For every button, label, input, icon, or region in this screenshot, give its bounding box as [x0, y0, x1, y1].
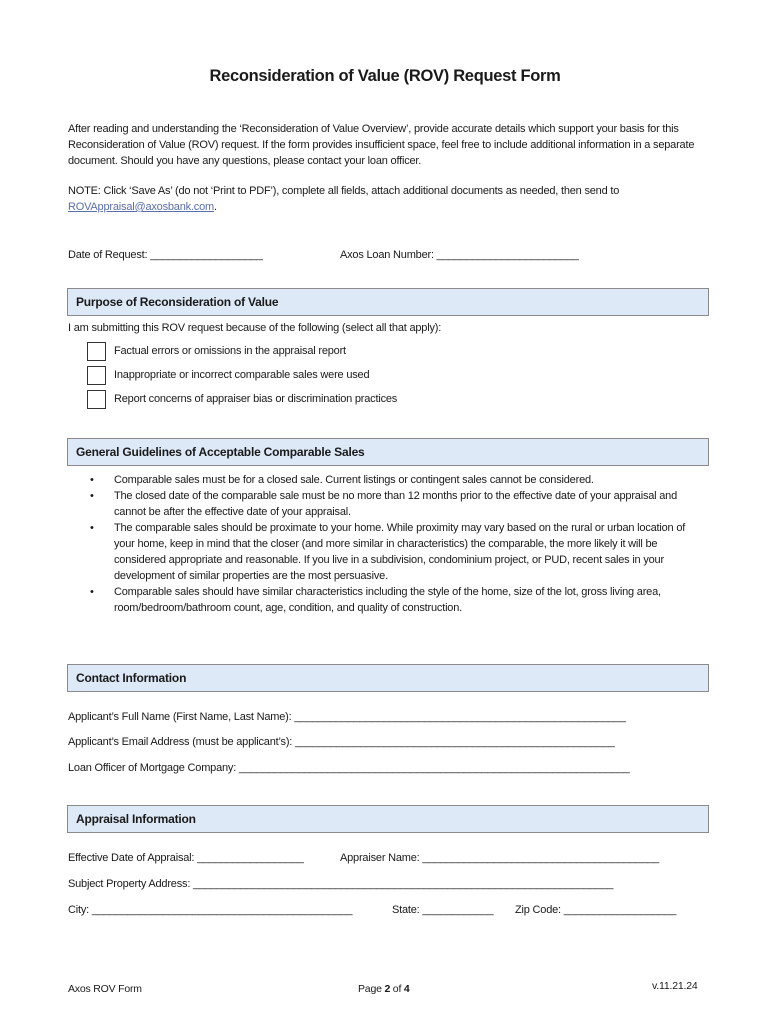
guideline-item: • Comparable sales should have similar characteristics including the style of the home, size of the lot, gross living area, room/bedroom/bathroom count, age, condition, and quality of construction.: [68, 584, 688, 616]
property-address-field[interactable]: Subject Property Address: _______________________________________________________________________: [68, 878, 614, 890]
page-of: of: [390, 983, 404, 995]
intro-text: After reading and understanding the ‘Reconsideration of Value Overview’, provide accurate details which support your basis for this Reconsideration of Value (ROV) request. If the form provides insufficient space, feel free to include additional information in a separate document. Should you have any questions, please contact your loan officer.: [68, 123, 695, 167]
intro-paragraph: [68, 121, 708, 169]
guideline-item: • Comparable sales must be for a closed sale. Current listings or contingent sales cannot be considered.: [68, 472, 688, 488]
page-current: 2: [384, 983, 391, 995]
footer-version: v.11.21.24: [652, 980, 698, 992]
purpose-option[interactable]: [87, 342, 346, 360]
guidelines-section-header: General Guidelines of Acceptable Comparable Sales: [67, 438, 709, 466]
loan-number-field[interactable]: Axos Loan Number: ________________________: [340, 249, 579, 261]
email-field[interactable]: Applicant’s Email Address (must be applicant’s): ______________________________________________________: [68, 736, 615, 748]
note-text: NOTE: Click ‘Save As’ (do not ‘Print to PDF’), complete all fields, attach additional documents as needed, then send to: [68, 185, 620, 197]
email-link[interactable]: ROVAppraisal@axosbank.com: [68, 201, 214, 213]
guideline-item: • The closed date of the comparable sale must be no more than 12 months prior to the effective date of your appraisal and cannot be after the effective date of your appraisal.: [68, 488, 688, 520]
checkbox[interactable]: [87, 390, 106, 409]
footer-page-number: [358, 983, 410, 995]
option-label: Report concerns of appraiser bias or discrimination practices: [114, 393, 398, 405]
purpose-option[interactable]: [87, 366, 369, 384]
state-field[interactable]: State: ____________: [392, 904, 494, 916]
loan-officer-field[interactable]: Loan Officer of Mortgage Company: __________________________________________________________________: [68, 762, 630, 774]
option-label: Factual errors or omissions in the appraisal report: [114, 345, 346, 357]
appraiser-name-field[interactable]: Appraiser Name: ________________________________________: [340, 852, 660, 864]
purpose-section-header: Purpose of Reconsideration of Value: [67, 288, 709, 316]
guidelines-list: [68, 472, 688, 616]
contact-section-header: Contact Information: [67, 664, 709, 692]
city-field[interactable]: City: ____________________________________________: [68, 904, 353, 916]
page-prefix: Page: [358, 983, 385, 995]
appraisal-section-header: Appraisal Information: [67, 805, 709, 833]
footer-form-name: Axos ROV Form: [68, 983, 142, 995]
option-label: Inappropriate or incorrect comparable sales were used: [114, 369, 370, 381]
date-of-request-field[interactable]: Date of Request: ___________________: [68, 249, 263, 261]
note-suffix: .: [213, 201, 217, 213]
zip-field[interactable]: Zip Code: ___________________: [515, 904, 677, 916]
purpose-intro: I am submitting this ROV request because of the following (select all that apply):: [68, 322, 442, 334]
purpose-option[interactable]: [87, 390, 397, 408]
page-title: Reconsideration of Value (ROV) Request Form: [209, 67, 561, 85]
page-total: 4: [403, 983, 410, 995]
note-paragraph: [68, 183, 708, 215]
effective-date-field[interactable]: Effective Date of Appraisal: __________________: [68, 852, 304, 864]
guideline-item: • The comparable sales should be proximate to your home. While proximity may vary based on the rural or urban location of your home, keep in mind that the closer (and more similar in characteristics) the comparable, the more likely it will be considered appropriate and reasonable. If you live in a subdivision, condominium project, or PUD, recent sales in your development of similar properties are the most persuasive.: [68, 520, 688, 584]
checkbox[interactable]: [87, 342, 106, 361]
full-name-field[interactable]: Applicant’s Full Name (First Name, Last Name): ________________________________________________________: [68, 711, 626, 723]
checkbox[interactable]: [87, 366, 106, 385]
